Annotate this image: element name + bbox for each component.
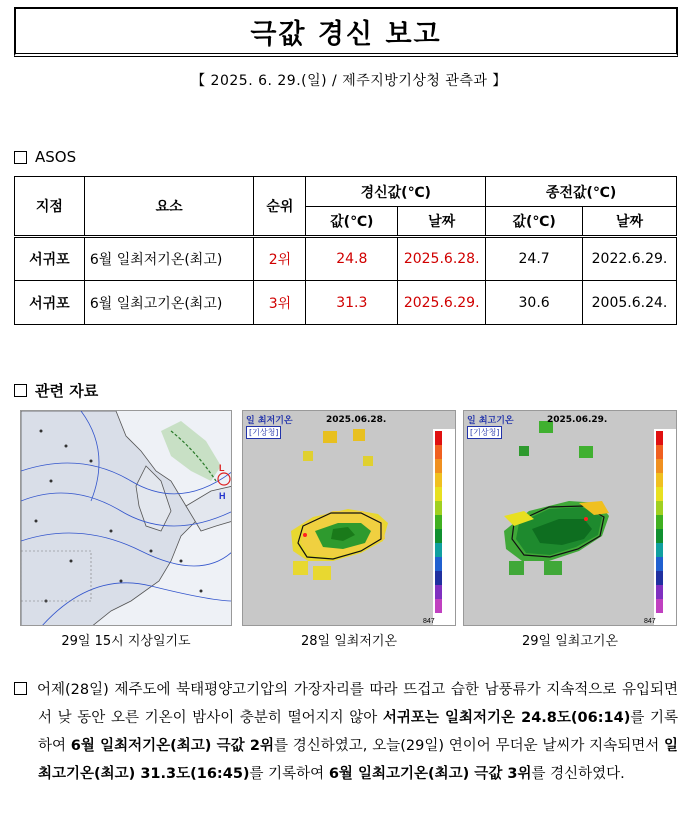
header-new-value: 값(℃)	[306, 207, 398, 237]
section-asos	[14, 148, 76, 166]
cell-old-value: 24.7	[486, 237, 583, 281]
svg-text:847: 847	[423, 618, 435, 625]
surface-weather-chart	[20, 410, 232, 626]
max-temp-map	[463, 410, 677, 626]
header-new-date: 날짜	[398, 207, 486, 237]
cell-old-date: 2022.6.29.	[583, 237, 677, 281]
cell-old-value: 30.6	[486, 281, 583, 325]
cell-rank: 3위	[254, 281, 306, 325]
max-temp-map-tag: [기상청]	[467, 426, 502, 439]
svg-text:L: L	[219, 463, 225, 473]
header-old-value: 값(℃)	[486, 207, 583, 237]
report-subtitle: 【 2025. 6. 29.(일) / 제주지방기상청 관측과 】	[191, 73, 507, 89]
summary-paragraph	[14, 676, 678, 788]
min-temp-map-date: 2025.06.28.	[326, 415, 387, 425]
section-related-label: 관련 자료	[35, 382, 99, 400]
weather-map-image	[21, 411, 232, 626]
summary-bold-3: 일최고기온(최고) 31.3도(16:45)	[38, 738, 679, 782]
header-old-group: 종전값(℃)	[486, 177, 677, 207]
min-temp-map-title: 일 최저기온	[246, 416, 293, 426]
cell-rank: 2위	[254, 237, 306, 281]
report-title: 극값 경신 보고	[250, 18, 442, 50]
summary-text-5: 를 경신하였다.	[531, 766, 625, 782]
summary-bold-1: 서귀포는 일최저기온 24.8도(06:14)	[382, 710, 631, 726]
header-element: 요소	[84, 177, 254, 237]
summary-bold-4: 6월 일최고기온(최고) 극값 3위	[328, 766, 532, 782]
caption-surface-chart: 29일 15시 지상일기도	[61, 634, 191, 649]
max-temp-map-image	[464, 411, 677, 626]
checkbox-icon	[14, 151, 27, 164]
max-temp-map-date: 2025.06.29.	[547, 415, 608, 425]
cell-new-date: 2025.6.29.	[398, 281, 486, 325]
cell-element: 6월 일최저기온(최고)	[84, 237, 254, 281]
cell-new-value: 31.3	[306, 281, 398, 325]
cell-old-date: 2005.6.24.	[583, 281, 677, 325]
summary-bold-2: 6월 일최저기온(최고) 극값 2위	[70, 738, 274, 754]
summary-text-1: 어제(28일) 제주도에 북태평양고기압의 가장자리를 따라 뜨겁고 습한 남풍류가 지속적으로 유입되면서 낮 동안 오른 기온이 밤사이 충분히 떨어지지 않아	[37, 682, 678, 726]
report-title-box	[14, 7, 678, 57]
section-asos-label: ASOS	[35, 148, 77, 166]
caption-min-temp: 28일 일최저기온	[300, 634, 398, 649]
table-row	[15, 281, 677, 325]
summary-text-2: 를 기록하여	[38, 710, 678, 754]
cell-new-value: 24.8	[306, 237, 398, 281]
cell-new-date: 2025.6.28.	[398, 237, 486, 281]
checkbox-icon	[14, 384, 27, 397]
svg-text:847: 847	[644, 618, 656, 625]
svg-text:H: H	[219, 491, 226, 501]
min-temp-map-tag: [기상청]	[246, 426, 281, 439]
section-related	[14, 380, 98, 401]
header-new-group: 경신값(℃)	[306, 177, 486, 207]
checkbox-icon	[14, 682, 27, 695]
summary-text-4: 를 기록하여	[249, 766, 329, 782]
table-row	[15, 237, 677, 281]
max-temp-map-title: 일 최고기온	[467, 416, 514, 426]
min-temp-map-image	[243, 411, 456, 626]
cell-station: 서귀포	[15, 237, 85, 281]
caption-max-temp: 29일 일최고기온	[521, 634, 619, 649]
records-table	[14, 176, 677, 325]
header-station: 지점	[15, 177, 85, 237]
header-old-date: 날짜	[583, 207, 677, 237]
cell-station: 서귀포	[15, 281, 85, 325]
min-temp-map	[242, 410, 456, 626]
header-rank: 순위	[254, 177, 306, 237]
cell-element: 6월 일최고기온(최고)	[84, 281, 254, 325]
summary-text-3: 를 경신하였고, 오늘(29일) 연이어 무더운 날씨가 지속되면서	[273, 738, 664, 754]
